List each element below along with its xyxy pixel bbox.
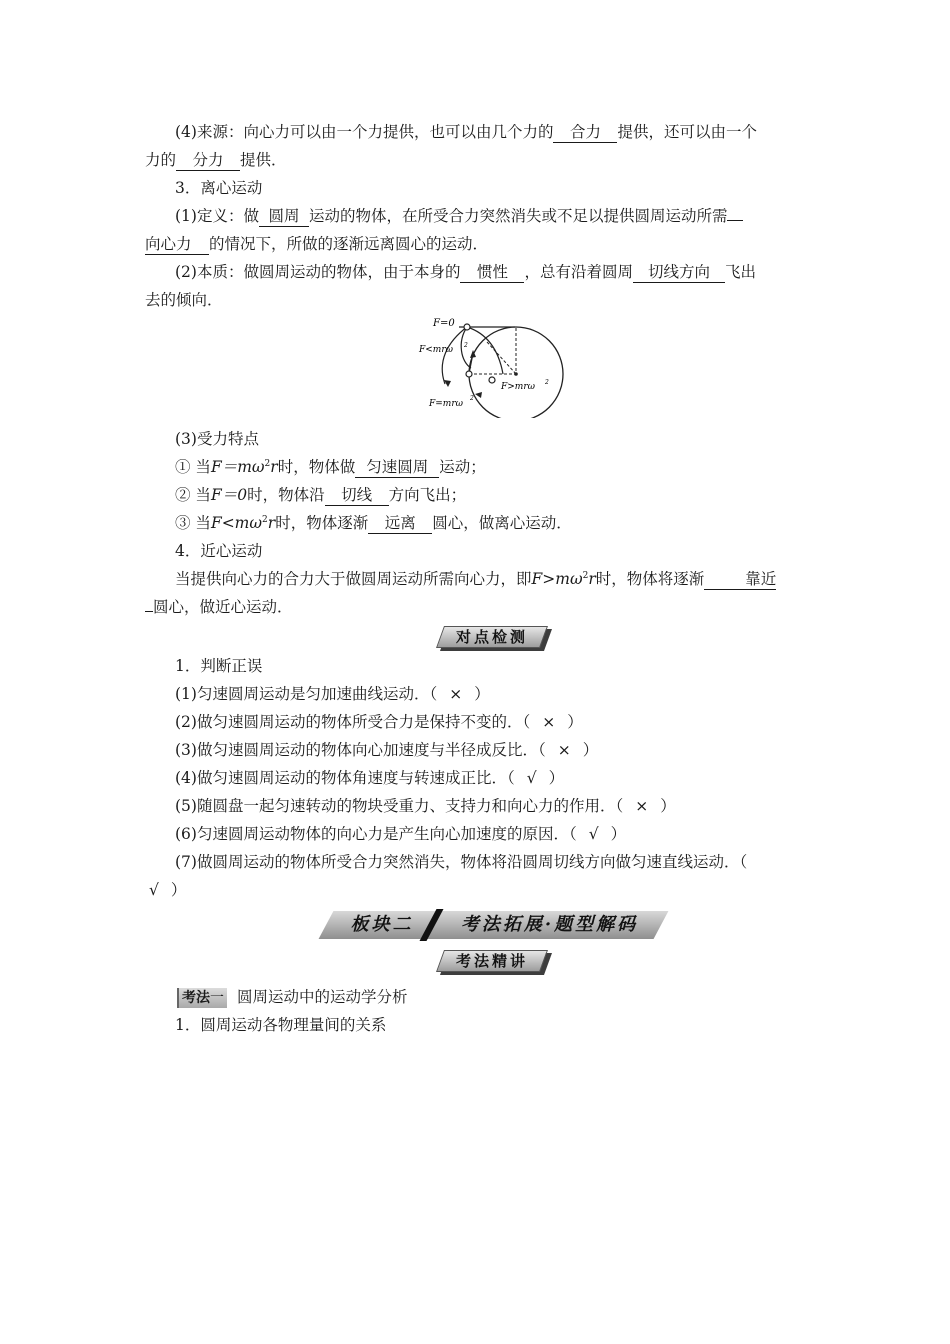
answer-blank-start [727,220,743,221]
label-f-equal: F=mrω [429,399,463,409]
check-item: (3)做匀速圆周运动的物体向心加速度与半径成反比．（ × ） [175,741,599,759]
answer-blank: 圆周 [259,207,309,227]
banner-method: 考法精讲 [440,950,544,972]
method-heading: 考法一 圆周运动中的运动学分析 [177,986,809,1008]
particle [466,371,472,377]
features-heading: (3)受力特点 [175,430,259,448]
particle [489,377,495,383]
paragraph-definition: (1)定义：做 圆周 运动的物体，在所受合力突然消失或不足以提供圆周运动所需 [175,205,807,227]
paragraph-centripetal-cont: 圆心，做近心运动． [145,596,807,618]
answer-blank-end [145,611,153,612]
check-item-7: (7)做圆周运动的物体所受合力突然消失，物体将沿圆周切线方向做匀速直线运动．（ [175,853,748,871]
paragraph-essence: (2)本质：做圆周运动的物体，由于本身的 惯性 ，总有沿着圆周 切线方向 飞出 [175,263,756,281]
answer-blank: 惯性 [460,263,524,283]
answer-blank: 匀速圆周 [355,458,439,478]
particle [464,324,470,330]
answer-blank: 分力 [176,151,240,171]
section-heading: 3．离心运动 [175,179,263,197]
feature-3: ③ 当$F<m\omega^2r$时，物体逐渐 远离 圆心，做离心运动． [175,514,572,532]
label-sup: 2 [464,342,468,349]
centrifugal-figure [415,312,567,418]
section-heading: 4．近心运动 [175,542,263,560]
answer-blank: 向心力 [145,235,209,255]
label-f-zero: F=0 [433,318,455,329]
answer-blank: 靠近 [704,570,776,590]
answer-blank: 合力 [553,123,617,143]
center-point [514,372,518,376]
label-f-less: F<mrω [419,345,453,355]
paragraph-source-cont: 力的 分力 提供． [145,151,287,169]
feature-2: ② 当F＝0时，物体沿 切线 方向飞出； [175,486,467,504]
banner-module-two: 板块二 考法拓展·题型解码 [320,911,665,939]
arrow-head [475,392,482,398]
paragraph-definition-cont: 向心力 的情况下，所做的逐渐远离圆心的运动． [145,235,489,253]
label-sup: 2 [545,379,549,386]
answer-blank: 切线方向 [633,263,725,283]
label-f-greater: F>mrω [501,382,535,392]
check-item: (2)做匀速圆周运动的物体所受合力是保持不变的．（ × ） [175,713,583,731]
paragraph-relations: 1．圆周运动各物理量间的关系 [175,1016,387,1034]
method-tag: 考法一 [177,988,227,1008]
banner-check: 对点检测 [440,626,544,648]
check-item-7-cont: √ ） [149,881,187,899]
paragraph-source: (4)来源：向心力可以由一个力提供，也可以由几个力的 合力 提供，还可以由一个 [175,123,757,141]
check-item: (1)匀速圆周运动是匀加速曲线运动．（ × ） [175,685,490,703]
answer-blank: 远离 [368,514,432,534]
check-item: (4)做匀速圆周运动的物体角速度与转速成正比．（ √ ） [175,769,565,787]
feature-1: ① 当$F=m\omega^2r$时，物体做 匀速圆周 运动； [175,458,486,476]
paragraph-essence-cont: 去的倾向． [145,291,223,309]
answer-blank: 切线 [325,486,389,506]
label-sup: 2 [470,395,474,402]
check-item: (6)匀速圆周运动物体的向心力是产生向心加速度的原因．（ √ ） [175,825,627,843]
check-item: (5)随圆盘一起匀速转动的物块受重力、支持力和向心力的作用．（ × ） [175,797,676,815]
paragraph-centripetal: 当提供向心力的合力大于做圆周运动所需向心力，即$F>m\omega^2r$时，物体将逐渐 靠近 [175,570,777,588]
path-greater [467,327,503,374]
check-heading: 1．判断正误 [175,657,263,675]
